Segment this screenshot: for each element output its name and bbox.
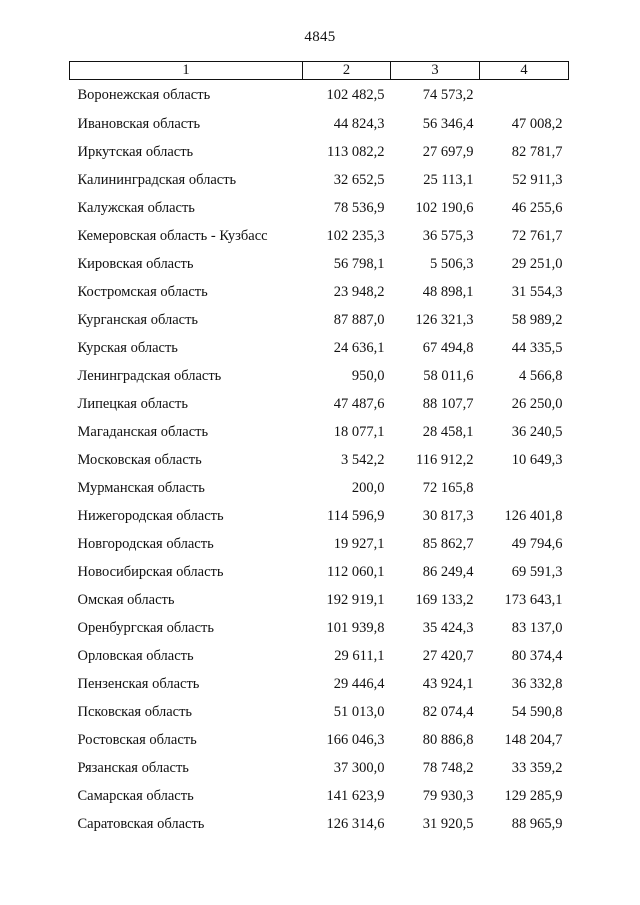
value-col-4-cell: 82 781,7: [511, 144, 563, 160]
value-col-2-cell: 78 536,9: [333, 200, 385, 216]
region-name-cell: Кировская область: [77, 256, 194, 272]
region-name-cell: Липецкая область: [77, 396, 188, 412]
value-col-2-cell: 950,0: [351, 368, 385, 384]
value-col-2-cell: 51 013,0: [333, 704, 385, 720]
region-name-cell: Московская область: [77, 452, 202, 468]
value-col-2-cell: 29 611,1: [334, 648, 385, 664]
value-col-4-cell: 83 137,0: [511, 620, 563, 636]
value-col-3-cell: 58 011,6: [423, 368, 474, 384]
value-col-4-cell: [480, 474, 569, 502]
value-col-4-cell: 72 761,7: [511, 228, 563, 244]
value-col-4-cell: 88 965,9: [511, 816, 563, 832]
value-col-3-cell: 169 133,2: [415, 592, 474, 608]
value-col-4-cell: 36 240,5: [511, 424, 563, 440]
value-col-3-cell: 67 494,8: [422, 340, 474, 356]
data-table: [69, 61, 569, 838]
value-col-2-cell: 29 446,4: [333, 676, 385, 692]
table-row: [70, 222, 569, 250]
table-row: [70, 502, 569, 530]
value-col-3-cell: 27 420,7: [422, 648, 474, 664]
table-row: [70, 586, 569, 614]
table-row: [70, 474, 569, 502]
value-col-4-cell: 36 332,8: [511, 676, 563, 692]
region-name-cell: Саратовская область: [77, 816, 205, 832]
value-col-4-cell: 58 989,2: [511, 312, 563, 328]
table-row: [70, 642, 569, 670]
column-header-1: 1: [70, 62, 303, 80]
value-col-4-cell: 44 335,5: [511, 340, 563, 356]
region-name-cell: Ленинградская область: [77, 368, 222, 384]
table-row: [70, 194, 569, 222]
header-row: [70, 62, 569, 80]
value-col-4-cell: 29 251,0: [511, 256, 563, 272]
value-col-3-cell: 86 249,4: [422, 564, 474, 580]
region-name-cell: Калужская область: [77, 200, 195, 216]
value-col-4-cell: 31 554,3: [511, 284, 563, 300]
page-number: 4845: [304, 29, 336, 45]
value-col-4-cell: 33 359,2: [511, 760, 563, 776]
value-col-2-cell: 166 046,3: [326, 732, 385, 748]
region-name-cell: Пензенская область: [77, 676, 200, 692]
value-col-2-cell: 24 636,1: [333, 340, 385, 356]
table-row: [70, 80, 569, 111]
value-col-3-cell: 88 107,7: [422, 396, 474, 412]
value-col-4-cell: 148 204,7: [504, 732, 563, 748]
value-col-4-cell: 54 590,8: [511, 704, 563, 720]
value-col-3-cell: 85 862,7: [422, 536, 474, 552]
region-name-cell: Орловская область: [77, 648, 194, 664]
region-name-cell: Мурманская область: [77, 480, 205, 496]
table-row: [70, 138, 569, 166]
region-name-cell: Новгородская область: [77, 536, 214, 552]
region-name-cell: Псковская область: [77, 704, 193, 720]
value-col-3-cell: 25 113,1: [423, 172, 474, 188]
value-col-3-cell: 30 817,3: [422, 508, 474, 524]
value-col-4-cell: 47 008,2: [511, 116, 563, 132]
value-col-3-cell: 36 575,3: [422, 228, 474, 244]
table-body: [70, 80, 569, 839]
value-col-3-cell: 82 074,4: [422, 704, 474, 720]
table-row: [70, 670, 569, 698]
value-col-2-cell: 112 060,1: [327, 564, 385, 580]
value-col-2-cell: 37 300,0: [333, 760, 385, 776]
table-row: [70, 166, 569, 194]
value-col-4-cell: 80 374,4: [511, 648, 563, 664]
value-col-3-cell: 5 506,3: [430, 256, 474, 272]
table-row: [70, 250, 569, 278]
region-name-cell: Ивановская область: [77, 116, 201, 132]
value-col-4-cell: 26 250,0: [511, 396, 563, 412]
value-col-2-cell: 141 623,9: [326, 788, 385, 804]
region-name-cell: Ростовская область: [77, 732, 197, 748]
value-col-4-cell: 46 255,6: [511, 200, 563, 216]
column-header-4: 4: [480, 62, 569, 80]
region-name-cell: Воронежская область: [77, 87, 211, 103]
value-col-4-cell: 69 591,3: [511, 564, 563, 580]
region-name-cell: Курганская область: [77, 312, 199, 328]
value-col-3-cell: 72 165,8: [422, 480, 474, 496]
value-col-2-cell: 18 077,1: [333, 424, 385, 440]
value-col-2-cell: 47 487,6: [333, 396, 385, 412]
table-row: [70, 558, 569, 586]
value-col-3-cell: 27 697,9: [422, 144, 474, 160]
value-col-2-cell: 56 798,1: [333, 256, 385, 272]
table-row: [70, 110, 569, 138]
value-col-2-cell: 3 542,2: [341, 452, 385, 468]
value-col-4-cell: 52 911,3: [512, 172, 563, 188]
table-header: [70, 62, 569, 80]
value-col-2-cell: 192 919,1: [326, 592, 385, 608]
table-row: [70, 362, 569, 390]
table-row: [70, 782, 569, 810]
region-name-cell: Костромская область: [77, 284, 208, 300]
table-row: [70, 390, 569, 418]
table-row: [70, 726, 569, 754]
value-col-3-cell: 80 886,8: [422, 732, 474, 748]
value-col-2-cell: 102 235,3: [326, 228, 385, 244]
column-header-2: 2: [303, 62, 391, 80]
region-name-cell: Кемеровская область - Кузбасс: [77, 228, 268, 244]
value-col-2-cell: 32 652,5: [333, 172, 385, 188]
value-col-3-cell: 74 573,2: [422, 87, 474, 103]
value-col-2-cell: 102 482,5: [326, 87, 385, 103]
region-name-cell: Оренбургская область: [77, 620, 215, 636]
value-col-3-cell: 116 912,2: [416, 452, 474, 468]
region-name-cell: Самарская область: [77, 788, 194, 804]
column-header-3: 3: [391, 62, 480, 80]
table-row: [70, 334, 569, 362]
value-col-3-cell: 102 190,6: [415, 200, 474, 216]
value-col-2-cell: 19 927,1: [333, 536, 385, 552]
value-col-2-cell: 200,0: [351, 480, 385, 496]
region-name-cell: Иркутская область: [77, 144, 194, 160]
table-row: [70, 446, 569, 474]
value-col-3-cell: 79 930,3: [422, 788, 474, 804]
value-col-3-cell: 78 748,2: [422, 760, 474, 776]
value-col-4-cell: 10 649,3: [511, 452, 563, 468]
table-row: [70, 754, 569, 782]
value-col-2-cell: 126 314,6: [326, 816, 385, 832]
region-name-cell: Магаданская область: [77, 424, 209, 440]
value-col-3-cell: 35 424,3: [422, 620, 474, 636]
table-row: [70, 306, 569, 334]
value-col-4-cell: 173 643,1: [504, 592, 563, 608]
value-col-3-cell: 28 458,1: [422, 424, 474, 440]
value-col-2-cell: 44 824,3: [333, 116, 385, 132]
value-col-3-cell: 56 346,4: [422, 116, 474, 132]
value-col-2-cell: 23 948,2: [333, 284, 385, 300]
region-name-cell: Курская область: [77, 340, 178, 356]
value-col-3-cell: 48 898,1: [422, 284, 474, 300]
table-row: [70, 418, 569, 446]
value-col-4-cell: 49 794,6: [511, 536, 563, 552]
value-col-4-cell: 4 566,8: [519, 368, 563, 384]
region-name-cell: Омская область: [77, 592, 175, 608]
table-row: [70, 810, 569, 838]
value-col-2-cell: 87 887,0: [333, 312, 385, 328]
value-col-2-cell: 101 939,8: [326, 620, 385, 636]
value-col-4-cell: 126 401,8: [504, 508, 563, 524]
table-row: [70, 698, 569, 726]
region-name-cell: Новосибирская область: [77, 564, 224, 580]
region-name-cell: Калининградская область: [77, 172, 237, 188]
value-col-4-cell: 129 285,9: [504, 788, 563, 804]
value-col-4-cell: [480, 80, 569, 111]
region-name-cell: Рязанская область: [77, 760, 189, 776]
region-name-cell: Нижегородская область: [77, 508, 224, 524]
value-col-2-cell: 114 596,9: [327, 508, 385, 524]
value-col-3-cell: 43 924,1: [422, 676, 474, 692]
value-col-2-cell: 113 082,2: [327, 144, 385, 160]
table-row: [70, 614, 569, 642]
table-row: [70, 278, 569, 306]
value-col-3-cell: 126 321,3: [415, 312, 474, 328]
value-col-3-cell: 31 920,5: [422, 816, 474, 832]
table-row: [70, 530, 569, 558]
